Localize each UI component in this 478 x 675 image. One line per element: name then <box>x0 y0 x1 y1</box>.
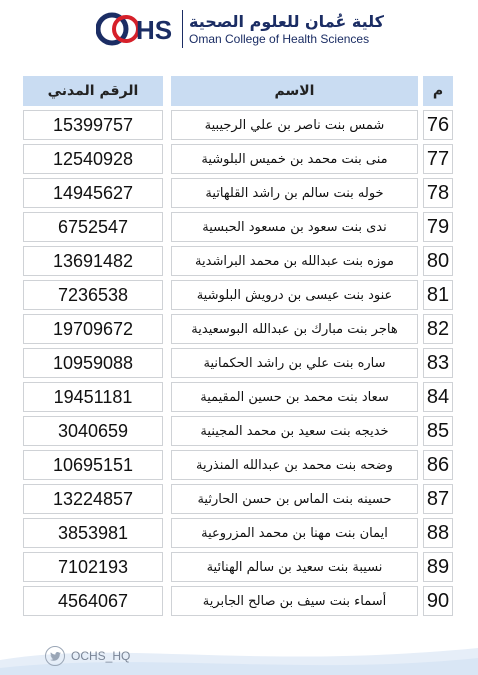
number-value: 90 <box>426 589 450 612</box>
civil-id-cell <box>23 144 163 174</box>
name-value: خديجه بنت سعيد بن محمد المجينية <box>200 423 389 439</box>
name-value: سعاد بنت محمد بن حسين المقيمية <box>200 389 389 405</box>
name-value: هاجر بنت مبارك بن عبدالله البوسعيدية <box>191 321 398 337</box>
civil-id-cell <box>23 178 163 208</box>
civil-id-value: 3853981 <box>57 522 129 543</box>
number-value: 85 <box>426 419 450 442</box>
name-value: أسماء بنت سيف بن صالح الجابرية <box>202 593 387 609</box>
name-cell <box>171 314 418 344</box>
name-value: ندى بنت سعود بن مسعود الحبسية <box>202 219 387 235</box>
table-row <box>23 246 453 280</box>
number-cell <box>423 144 453 174</box>
number-value: 81 <box>426 283 450 306</box>
number-cell <box>423 348 453 378</box>
logo-text <box>189 12 384 46</box>
civil-id-value: 13224857 <box>52 488 134 509</box>
civil-id-value: 10959088 <box>52 352 134 373</box>
table-row <box>23 280 453 314</box>
name-value: نسيبة بنت سعيد بن سالم الهنائية <box>206 559 383 575</box>
number-cell <box>423 110 453 140</box>
civil-id-cell <box>23 518 163 548</box>
civil-id-value: 19451181 <box>53 386 133 407</box>
civil-id-value: 3040659 <box>57 420 129 441</box>
civil-id-value: 6752547 <box>57 216 129 237</box>
civil-id-value: 7236538 <box>57 284 129 305</box>
civil-id-cell <box>23 382 163 412</box>
table-row <box>23 212 453 246</box>
name-cell <box>171 484 418 514</box>
civil-id-cell <box>23 212 163 242</box>
header-name: الاسم <box>171 76 418 106</box>
civil-id-value: 15399757 <box>52 114 134 135</box>
number-value: 78 <box>426 181 450 204</box>
name-value: حسينه بنت الماس بن حسن الحارثية <box>197 491 392 507</box>
table-row <box>23 348 453 382</box>
civil-id-value: 4564067 <box>57 590 129 611</box>
number-value: 89 <box>426 555 450 578</box>
name-value: خوله بنت سالم بن راشد القلهاتية <box>205 185 384 201</box>
name-cell <box>171 348 418 378</box>
name-value: عنود بنت عيسى بن درويش البلوشية <box>196 287 393 303</box>
number-cell <box>423 246 453 276</box>
civil-id-value: 13691482 <box>52 250 134 271</box>
table-row <box>23 552 453 586</box>
name-cell <box>171 552 418 582</box>
number-cell <box>423 382 453 412</box>
social-handle[interactable] <box>45 644 130 668</box>
civil-id-cell <box>23 110 163 140</box>
college-name-arabic: كلية عُمان للعلوم الصحية <box>189 12 384 31</box>
name-value: ساره بنت علي بن راشد الحكمانية <box>203 355 386 371</box>
logo-divider <box>182 10 183 48</box>
number-value: 82 <box>426 317 450 340</box>
header-civil-id: الرقم المدني <box>23 76 163 106</box>
civil-id-cell <box>23 348 163 378</box>
number-value: 83 <box>426 351 450 374</box>
college-logo <box>96 6 386 52</box>
number-value: 77 <box>426 147 450 170</box>
civil-id-cell <box>23 552 163 582</box>
name-cell <box>171 110 418 140</box>
civil-id-value: 12540928 <box>52 148 134 169</box>
name-cell <box>171 280 418 310</box>
name-cell <box>171 518 418 548</box>
number-value: 88 <box>426 521 450 544</box>
number-value: 76 <box>426 113 450 136</box>
number-value: 84 <box>426 385 450 408</box>
students-table <box>23 76 453 620</box>
twitter-handle: OCHS_HQ <box>71 649 131 663</box>
table-row <box>23 178 453 212</box>
svg-text:HS: HS <box>136 15 173 45</box>
table-row <box>23 382 453 416</box>
name-value: شمس بنت ناصر بن علي الرجيبية <box>204 117 385 133</box>
civil-id-cell <box>23 450 163 480</box>
table-header-row <box>23 76 453 110</box>
civil-id-cell <box>23 280 163 310</box>
table-row <box>23 314 453 348</box>
table-row <box>23 144 453 178</box>
number-cell <box>423 416 453 446</box>
civil-id-value: 14945627 <box>52 182 134 203</box>
civil-id-cell <box>23 314 163 344</box>
name-value: وضحه بنت محمد بن عبدالله المنذرية <box>196 457 393 473</box>
number-value: 86 <box>426 453 450 476</box>
name-cell <box>171 178 418 208</box>
number-cell <box>423 484 453 514</box>
name-cell <box>171 586 418 616</box>
header-number: م <box>423 76 453 106</box>
number-cell <box>423 552 453 582</box>
number-cell <box>423 280 453 310</box>
table-row <box>23 110 453 144</box>
civil-id-cell <box>23 246 163 276</box>
name-cell <box>171 246 418 276</box>
civil-id-cell <box>23 586 163 616</box>
name-cell <box>171 416 418 446</box>
table-row <box>23 586 453 620</box>
number-value: 87 <box>426 487 450 510</box>
table-row <box>23 450 453 484</box>
name-value: ايمان بنت مهنا بن محمد المزروعية <box>201 525 388 541</box>
twitter-icon <box>45 646 65 666</box>
table-row <box>23 416 453 450</box>
number-cell <box>423 586 453 616</box>
civil-id-value: 19709672 <box>52 318 134 339</box>
table-row <box>23 484 453 518</box>
table-row <box>23 518 453 552</box>
number-value: 80 <box>426 249 450 272</box>
civil-id-value: 7102193 <box>57 556 129 577</box>
table-body <box>23 110 453 620</box>
name-cell <box>171 382 418 412</box>
header <box>0 0 478 62</box>
number-cell <box>423 314 453 344</box>
name-value: منى بنت محمد بن خميس البلوشية <box>201 151 388 167</box>
name-value: موزه بنت عبدالله بن محمد البراشدية <box>195 253 394 269</box>
ochs-logo-mark <box>96 6 174 52</box>
number-cell <box>423 518 453 548</box>
name-cell <box>171 450 418 480</box>
number-cell <box>423 178 453 208</box>
number-value: 79 <box>426 215 450 238</box>
civil-id-value: 10695151 <box>52 454 134 475</box>
name-cell <box>171 212 418 242</box>
number-cell <box>423 212 453 242</box>
civil-id-cell <box>23 416 163 446</box>
number-cell <box>423 450 453 480</box>
name-cell <box>171 144 418 174</box>
college-name-english: Oman College of Health Sciences <box>189 32 370 46</box>
civil-id-cell <box>23 484 163 514</box>
